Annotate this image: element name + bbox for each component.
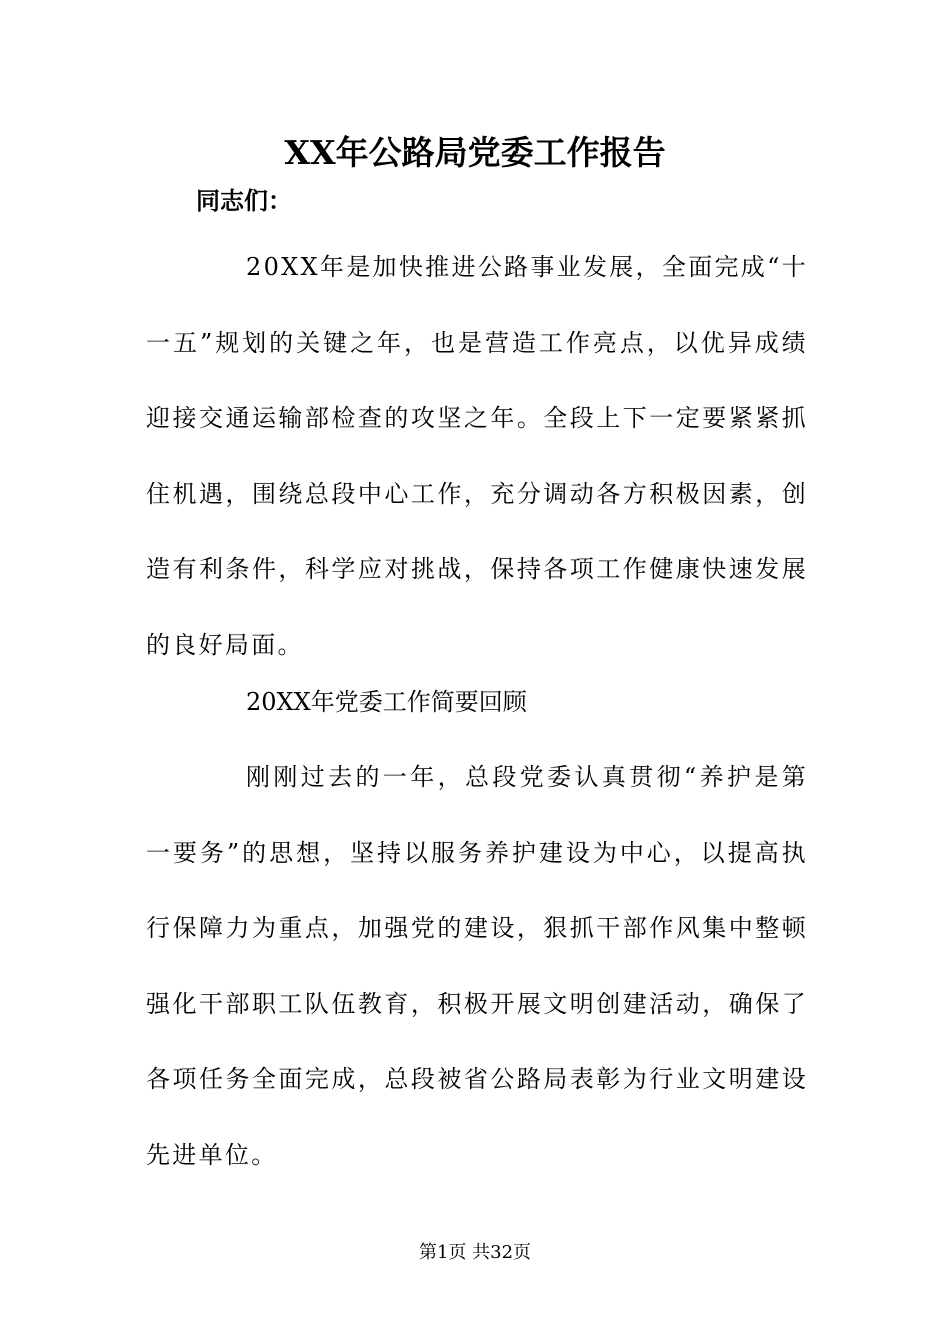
section-heading: 20XX年党委工作简要回顾 <box>246 688 527 716</box>
paragraph-intro: 20XX年是加快推进公路事业发展，全面完成“十一五”规划的关键之年，也是营造工作亮点，以优异成绩迎接交通运输部检查的攻坚之年。全段上下一定要紧紧抓住机遇，围绕总段中心工作，充分调动各方积极因素，创造有利条件，科学应对挑战，保持各项工作健康快速发展的良好局面。 <box>146 253 808 659</box>
paragraph-review: 刚刚过去的一年，总段党委认真贯彻“养护是第一要务”的思想，坚持以服务养护建设为中心，以提高执行保障力为重点，加强党的建设，狠抓干部作风集中整顿强化干部职工队伍教育，积极开展文明创建活动，确保了各项任务全面完成，总段被省公路局表彰为行业文明建设先进单位。 <box>146 763 808 1169</box>
document-title: XX年公路局党委工作报告 <box>284 133 666 172</box>
page-footer: 第1页 共32页 <box>418 1242 532 1263</box>
salutation: 同志们： <box>196 186 292 215</box>
